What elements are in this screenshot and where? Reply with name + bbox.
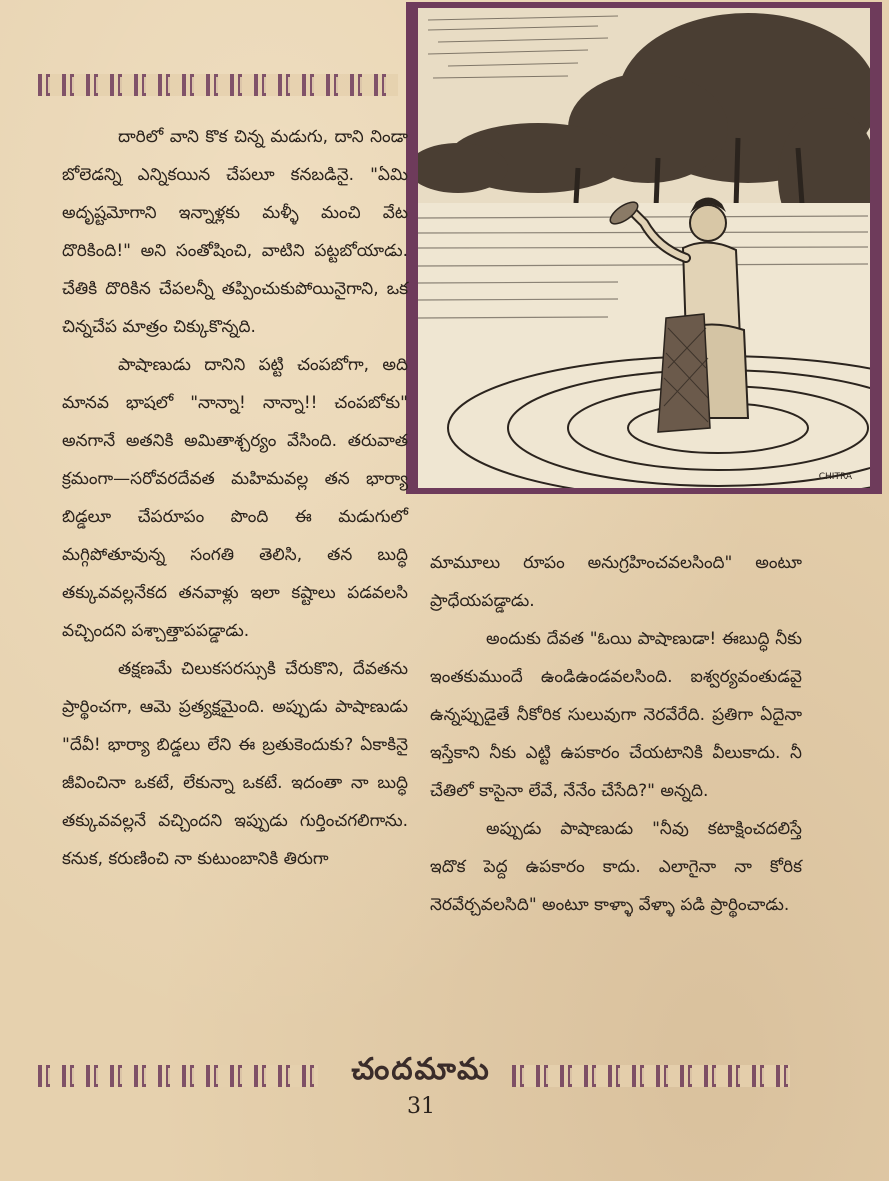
page-number: 31 (407, 1094, 435, 1119)
story-illustration (406, 2, 882, 494)
paragraph: అప్పుడు పాషాణుడు "నీవు కటాక్షించదలిస్తే ఇదొక పెద్ద ఉపకారం కాదు. ఎలాగైనా నా కోరిక నెరవేర్చవలసిది" అంటూ కాళ్ళా వేళ్ళా పడి ప్రార్థించాడు. (430, 819, 802, 915)
paragraph: మామూలు రూపం అనుగ్రహించవలసింది" అంటూ ప్రాధేయపడ్డాడు. (430, 553, 802, 611)
text-column-right (430, 544, 802, 924)
text-column-left (62, 118, 408, 878)
decorative-border-bottom-right (512, 1065, 790, 1087)
paragraph: అందుకు దేవత "ఓయి పాషాణుడా! ఈబుద్ధి నీకు ఇంతకుముందే ఉండిఉండవలసింది. ఐశ్వర్యవంతుడవై ఉన్నప్పుడైతే నీకోరిక సులువుగా నెరవేరేది. ప్రతిగా ఏదైనా ఇస్తేకాని నీకు ఎట్టి ఉపకారం చేయటానికి వీలుకాదు. నీ చేతిలో కాసైనా లేవే, నేనేం చేసేది?" అన్నది. (430, 629, 802, 801)
decorative-border-top (38, 74, 398, 96)
pond-scene-image (418, 8, 870, 488)
artist-signature: CHITRA (818, 472, 852, 482)
paragraph: తక్షణమే చిలుకసరస్సుకి చేరుకొని, దేవతను ప్రార్థించగా, ఆమె ప్రత్యక్షమైంది. అప్పుడు పాషాణుడు "దేవీ! భార్యా బిడ్డలు లేని ఈ బ్రతుకెందుకు? ఏకాకినై జీవించినా ఒకటే, లేకున్నా ఒకటే. ఇదంతా నా బుద్ధి తక్కువవల్లనే వచ్చిందని ఇప్పుడు గుర్తించగలిగాను. కనుక, కరుణించి నా కుటుంబానికి తిరుగా (62, 659, 408, 869)
paragraph: పాషాణుడు దానిని పట్టి చంపబోగా, అది మానవ భాషలో "నాన్నా! నాన్నా!! చంపబోకు" అనగానే అతనికి అమితాశ్చర్యం వేసింది. తరువాత క్రమంగా—సరోవరదేవత మహిమవల్ల తన భార్యా బిడ్డలూ చేపరూపం పొంది ఈ మడుగులో మగ్గిపోతూవున్న సంగతి తెలిసి, తన బుద్ధి తక్కువవల్లనేకద తనవాళ్లు ఇలా కష్టాలు పడవలసి వచ్చిందని పశ్చాత్తాపపడ్డాడు. (62, 355, 408, 641)
magazine-title: చందమామ (351, 1052, 491, 1087)
paragraph: దారిలో వాని కొక చిన్న మడుగు, దాని నిండా బోలెడన్ని ఎన్నికయిన చేపలూ కనబడినై. "ఏమి అదృష్టమోగాని ఇన్నాళ్లకు మళ్ళీ మంచి వేట దొరికింది!" అని సంతోషించి, వాటిని పట్టబోయాడు. చేతికి దొరికిన చేపలన్నీ తప్పించుకుపోయినైగాని, ఒక చిన్నచేప మాత్రం చిక్కుకొన్నది. (62, 127, 408, 337)
decorative-border-bottom-left (38, 1065, 318, 1087)
